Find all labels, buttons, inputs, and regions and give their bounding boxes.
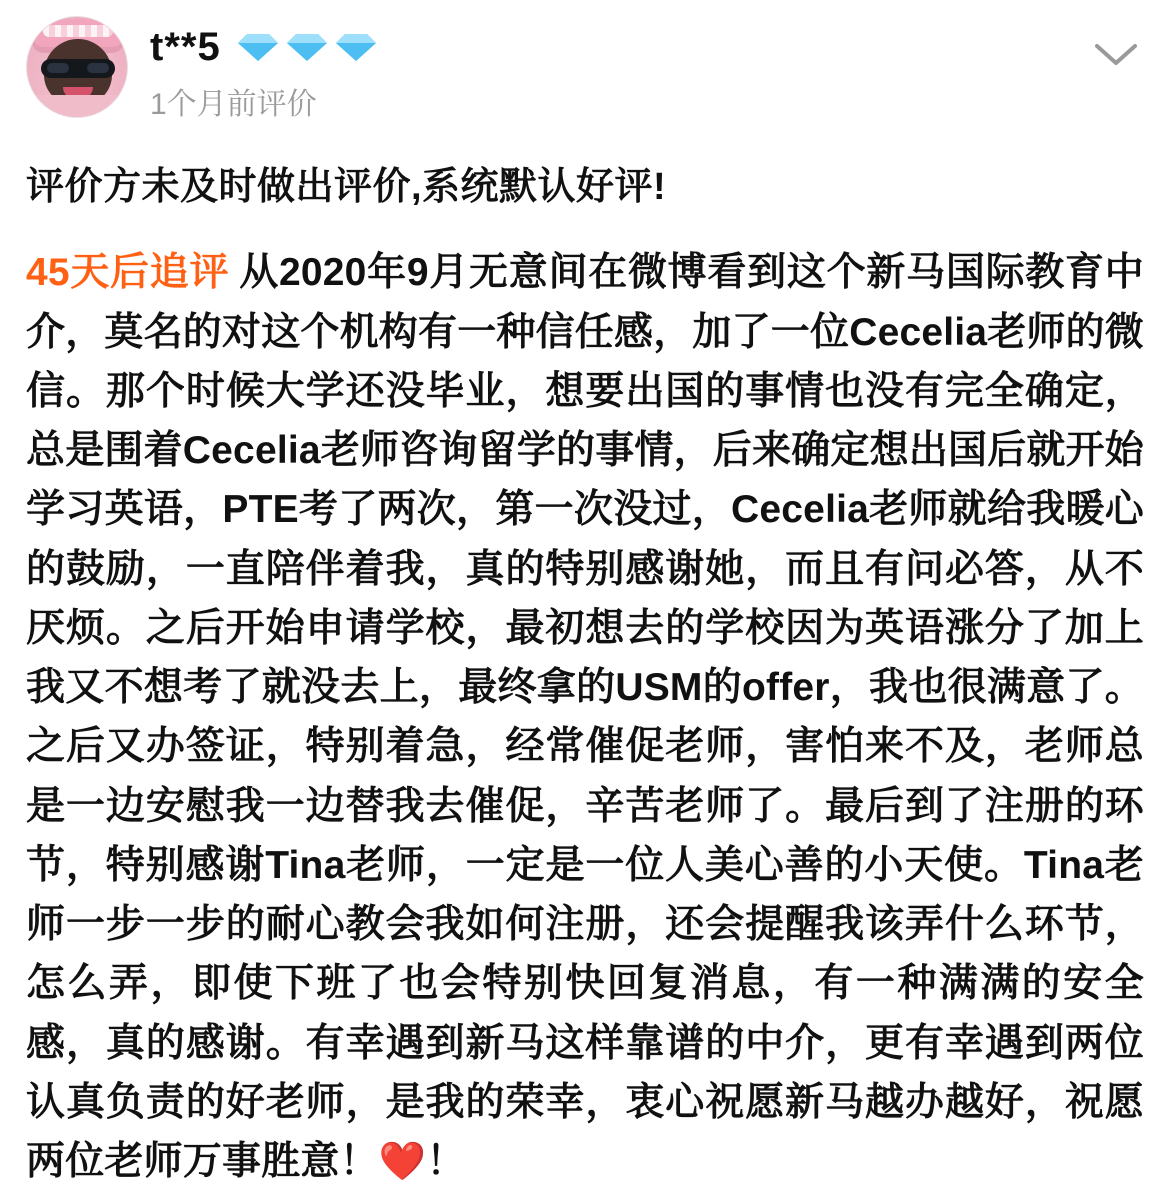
avatar[interactable] (26, 16, 128, 118)
chevron-down-icon[interactable] (1088, 26, 1144, 82)
user-name: t**5 (150, 25, 221, 69)
append-review-text: 从2020年9月无意间在微博看到这个新马国际教育中介，莫名的对这个机构有一种信任感，加了一位Cecelia老师的微信。那个时候大学还没毕业，想要出国的事情也没有完全确定，总是围着Cecelia老师咨询留学的事情，后来确定想出国后就开始学习英语，PTE考了两次，第一次没过，Cecelia老师就给我暖心的鼓励，一直陪伴着我，真的特别感谢她，而且有问必答，从不厌烦。之后开始申请学校，最初想去的学校因为英语涨分了加上我又不想考了就没去上，最终拿的USM的offer，我也很满意了。之后又办签证，特别着急，经常催促老师，害怕来不及，老师总是一边安慰我一边替我去催促，辛苦老师了。最后到了注册的环节，特别感谢Tina老师，一定是一位人美心善的小天使。Tina老师一步一步的耐心教会我如何注册，还会提醒我该弄什么环节，怎么弄，即使下班了也会特别快回复消息，有一种满满的安全感，真的感谢。有幸遇到新马这样靠谱的中介，更有幸遇到两位认真负责的好老师，是我的荣幸，衷心祝愿新马越办越好，祝愿两位老师万事胜意！ (26, 251, 1144, 1184)
diamond-icon (335, 32, 377, 62)
append-review-label: 45天后追评 (26, 251, 230, 295)
diamond-icon (237, 32, 279, 62)
avatar-glasses (41, 59, 115, 78)
heart-emoji-icon: ❤️ (378, 1141, 427, 1184)
avatar-collar (27, 95, 128, 117)
append-review-block (26, 243, 1144, 1192)
diamond-icon (286, 32, 328, 62)
append-review-tail: ！ (426, 1140, 466, 1184)
review-time: 1个月前评价 (150, 88, 317, 121)
name-row (150, 20, 1066, 74)
first-comment-text: 评价方未及时做出评价,系统默认好评! (26, 166, 667, 208)
review-header (26, 10, 1144, 128)
header-text (150, 16, 1066, 121)
badge-group (237, 32, 377, 62)
